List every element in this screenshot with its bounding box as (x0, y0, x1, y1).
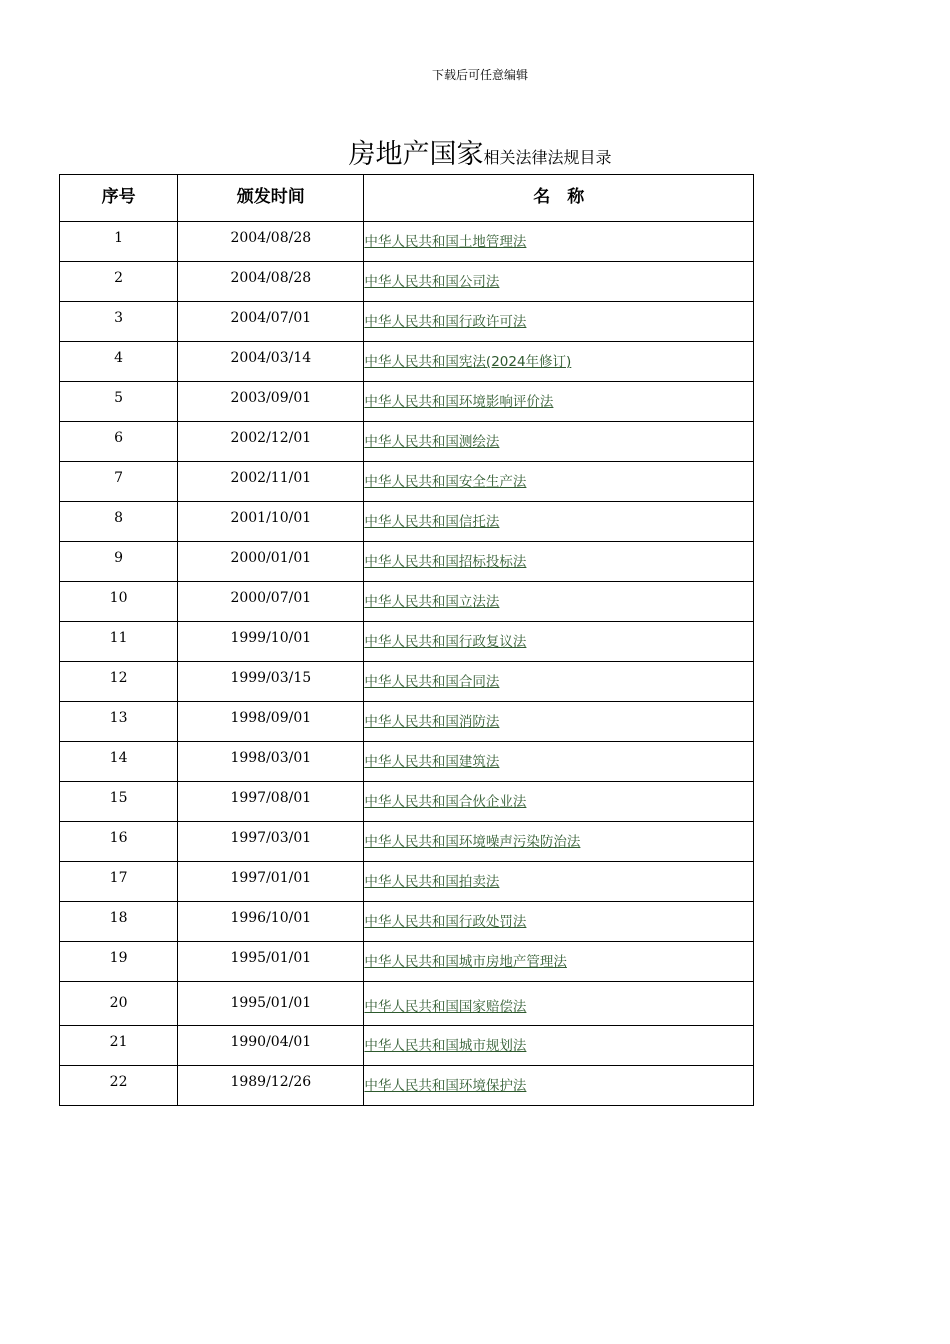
serial-number-cell: 9 (60, 542, 178, 582)
serial-number-cell: 5 (60, 382, 178, 422)
table-body (60, 222, 754, 1106)
header-law-name: 名 称 (364, 175, 754, 222)
issue-date-cell: 1995/01/01 (178, 982, 364, 1026)
law-link[interactable]: 中华人民共和国行政许可法 (364, 314, 527, 330)
law-link[interactable]: 中华人民共和国消防法 (364, 714, 500, 730)
law-name-cell (364, 942, 754, 982)
serial-number-cell: 4 (60, 342, 178, 382)
issue-date-cell: 1998/09/01 (178, 702, 364, 742)
law-name-cell (364, 302, 754, 342)
issue-date-cell: 2004/08/28 (178, 222, 364, 262)
serial-number-cell: 6 (60, 422, 178, 462)
law-link[interactable]: 中华人民共和国国家赔偿法 (364, 999, 527, 1015)
issue-date-cell: 2000/01/01 (178, 542, 364, 582)
table-row (60, 222, 754, 262)
law-name-cell (364, 902, 754, 942)
issue-date-cell: 1997/08/01 (178, 782, 364, 822)
serial-number-cell: 12 (60, 662, 178, 702)
table-row (60, 742, 754, 782)
serial-number-cell: 16 (60, 822, 178, 862)
law-name-cell (364, 622, 754, 662)
header-issue-date: 颁发时间 (178, 175, 364, 222)
law-name-cell (364, 422, 754, 462)
serial-number-cell: 11 (60, 622, 178, 662)
law-name-cell (364, 582, 754, 622)
law-link[interactable]: 中华人民共和国立法法 (364, 594, 500, 610)
law-link[interactable]: 中华人民共和国环境噪声污染防治法 (364, 834, 581, 850)
law-link[interactable]: 中华人民共和国信托法 (364, 514, 500, 530)
law-link[interactable]: 中华人民共和国行政复议法 (364, 634, 527, 650)
table-row (60, 262, 754, 302)
table-row (60, 662, 754, 702)
issue-date-cell: 2004/03/14 (178, 342, 364, 382)
law-name-cell (364, 702, 754, 742)
law-link[interactable]: 中华人民共和国合伙企业法 (364, 794, 527, 810)
table-row (60, 382, 754, 422)
serial-number-cell: 3 (60, 302, 178, 342)
law-name-cell (364, 542, 754, 582)
issue-date-cell: 1998/03/01 (178, 742, 364, 782)
law-name-cell (364, 662, 754, 702)
table-header-row (60, 175, 754, 222)
issue-date-cell: 1997/01/01 (178, 862, 364, 902)
table-row (60, 942, 754, 982)
serial-number-cell: 13 (60, 702, 178, 742)
law-link[interactable]: 中华人民共和国安全生产法 (364, 474, 527, 490)
issue-date-cell: 1997/03/01 (178, 822, 364, 862)
issue-date-cell: 2004/08/28 (178, 262, 364, 302)
law-name-cell (364, 782, 754, 822)
document-title (0, 132, 950, 171)
law-name-cell (364, 822, 754, 862)
table-row (60, 822, 754, 862)
table-row (60, 542, 754, 582)
serial-number-cell: 21 (60, 1026, 178, 1066)
law-name-cell (364, 1026, 754, 1066)
issue-date-cell: 1999/10/01 (178, 622, 364, 662)
issue-date-cell: 2000/07/01 (178, 582, 364, 622)
issue-date-cell: 1996/10/01 (178, 902, 364, 942)
serial-number-cell: 18 (60, 902, 178, 942)
law-link[interactable]: 中华人民共和国测绘法 (364, 434, 500, 450)
law-link[interactable]: 中华人民共和国招标投标法 (364, 554, 527, 570)
header-serial-number: 序号 (60, 175, 178, 222)
serial-number-cell: 7 (60, 462, 178, 502)
serial-number-cell: 10 (60, 582, 178, 622)
law-name-cell (364, 982, 754, 1026)
law-name-cell (364, 222, 754, 262)
table-row (60, 702, 754, 742)
table-row (60, 342, 754, 382)
serial-number-cell: 20 (60, 982, 178, 1026)
issue-date-cell: 1995/01/01 (178, 942, 364, 982)
law-name-cell (364, 742, 754, 782)
issue-date-cell: 1990/04/01 (178, 1026, 364, 1066)
table-row (60, 622, 754, 662)
table-row (60, 862, 754, 902)
law-link[interactable]: 中华人民共和国土地管理法 (364, 234, 527, 250)
law-name-cell (364, 462, 754, 502)
serial-number-cell: 2 (60, 262, 178, 302)
law-link[interactable]: 中华人民共和国宪法(2024年修订) (364, 354, 572, 370)
title-sub: 相关法律法规目录 (483, 148, 612, 167)
table-row (60, 902, 754, 942)
table-row (60, 1026, 754, 1066)
law-name-cell (364, 862, 754, 902)
law-name-cell (364, 502, 754, 542)
header-note: 下载后可任意编辑 (431, 68, 528, 82)
serial-number-cell: 22 (60, 1066, 178, 1106)
issue-date-cell: 1999/03/15 (178, 662, 364, 702)
table-row (60, 782, 754, 822)
law-link[interactable]: 中华人民共和国公司法 (364, 274, 500, 290)
serial-number-cell: 1 (60, 222, 178, 262)
table-row (60, 302, 754, 342)
law-link[interactable]: 中华人民共和国环境保护法 (364, 1078, 527, 1094)
table-row (60, 462, 754, 502)
table-row (60, 1066, 754, 1106)
title-main: 房地产国家 (348, 139, 484, 170)
issue-date-cell: 2004/07/01 (178, 302, 364, 342)
issue-date-cell: 1989/12/26 (178, 1066, 364, 1106)
table-row (60, 502, 754, 542)
serial-number-cell: 14 (60, 742, 178, 782)
serial-number-cell: 17 (60, 862, 178, 902)
law-link[interactable]: 中华人民共和国建筑法 (364, 754, 500, 770)
law-name-cell (364, 382, 754, 422)
issue-date-cell: 2002/12/01 (178, 422, 364, 462)
law-directory-table (59, 174, 754, 1106)
law-name-cell (364, 342, 754, 382)
issue-date-cell: 2003/09/01 (178, 382, 364, 422)
law-link[interactable]: 中华人民共和国合同法 (364, 674, 500, 690)
law-link[interactable]: 中华人民共和国行政处罚法 (364, 914, 527, 930)
serial-number-cell: 19 (60, 942, 178, 982)
law-link[interactable]: 中华人民共和国城市规划法 (364, 1038, 527, 1054)
serial-number-cell: 8 (60, 502, 178, 542)
serial-number-cell: 15 (60, 782, 178, 822)
table-row (60, 422, 754, 462)
issue-date-cell: 2001/10/01 (178, 502, 364, 542)
law-name-cell (364, 262, 754, 302)
table-row (60, 582, 754, 622)
law-link[interactable]: 中华人民共和国拍卖法 (364, 874, 500, 890)
law-name-cell (364, 1066, 754, 1106)
law-link[interactable]: 中华人民共和国城市房地产管理法 (364, 954, 567, 970)
law-link[interactable]: 中华人民共和国环境影响评价法 (364, 394, 554, 410)
table-row (60, 982, 754, 1026)
issue-date-cell: 2002/11/01 (178, 462, 364, 502)
